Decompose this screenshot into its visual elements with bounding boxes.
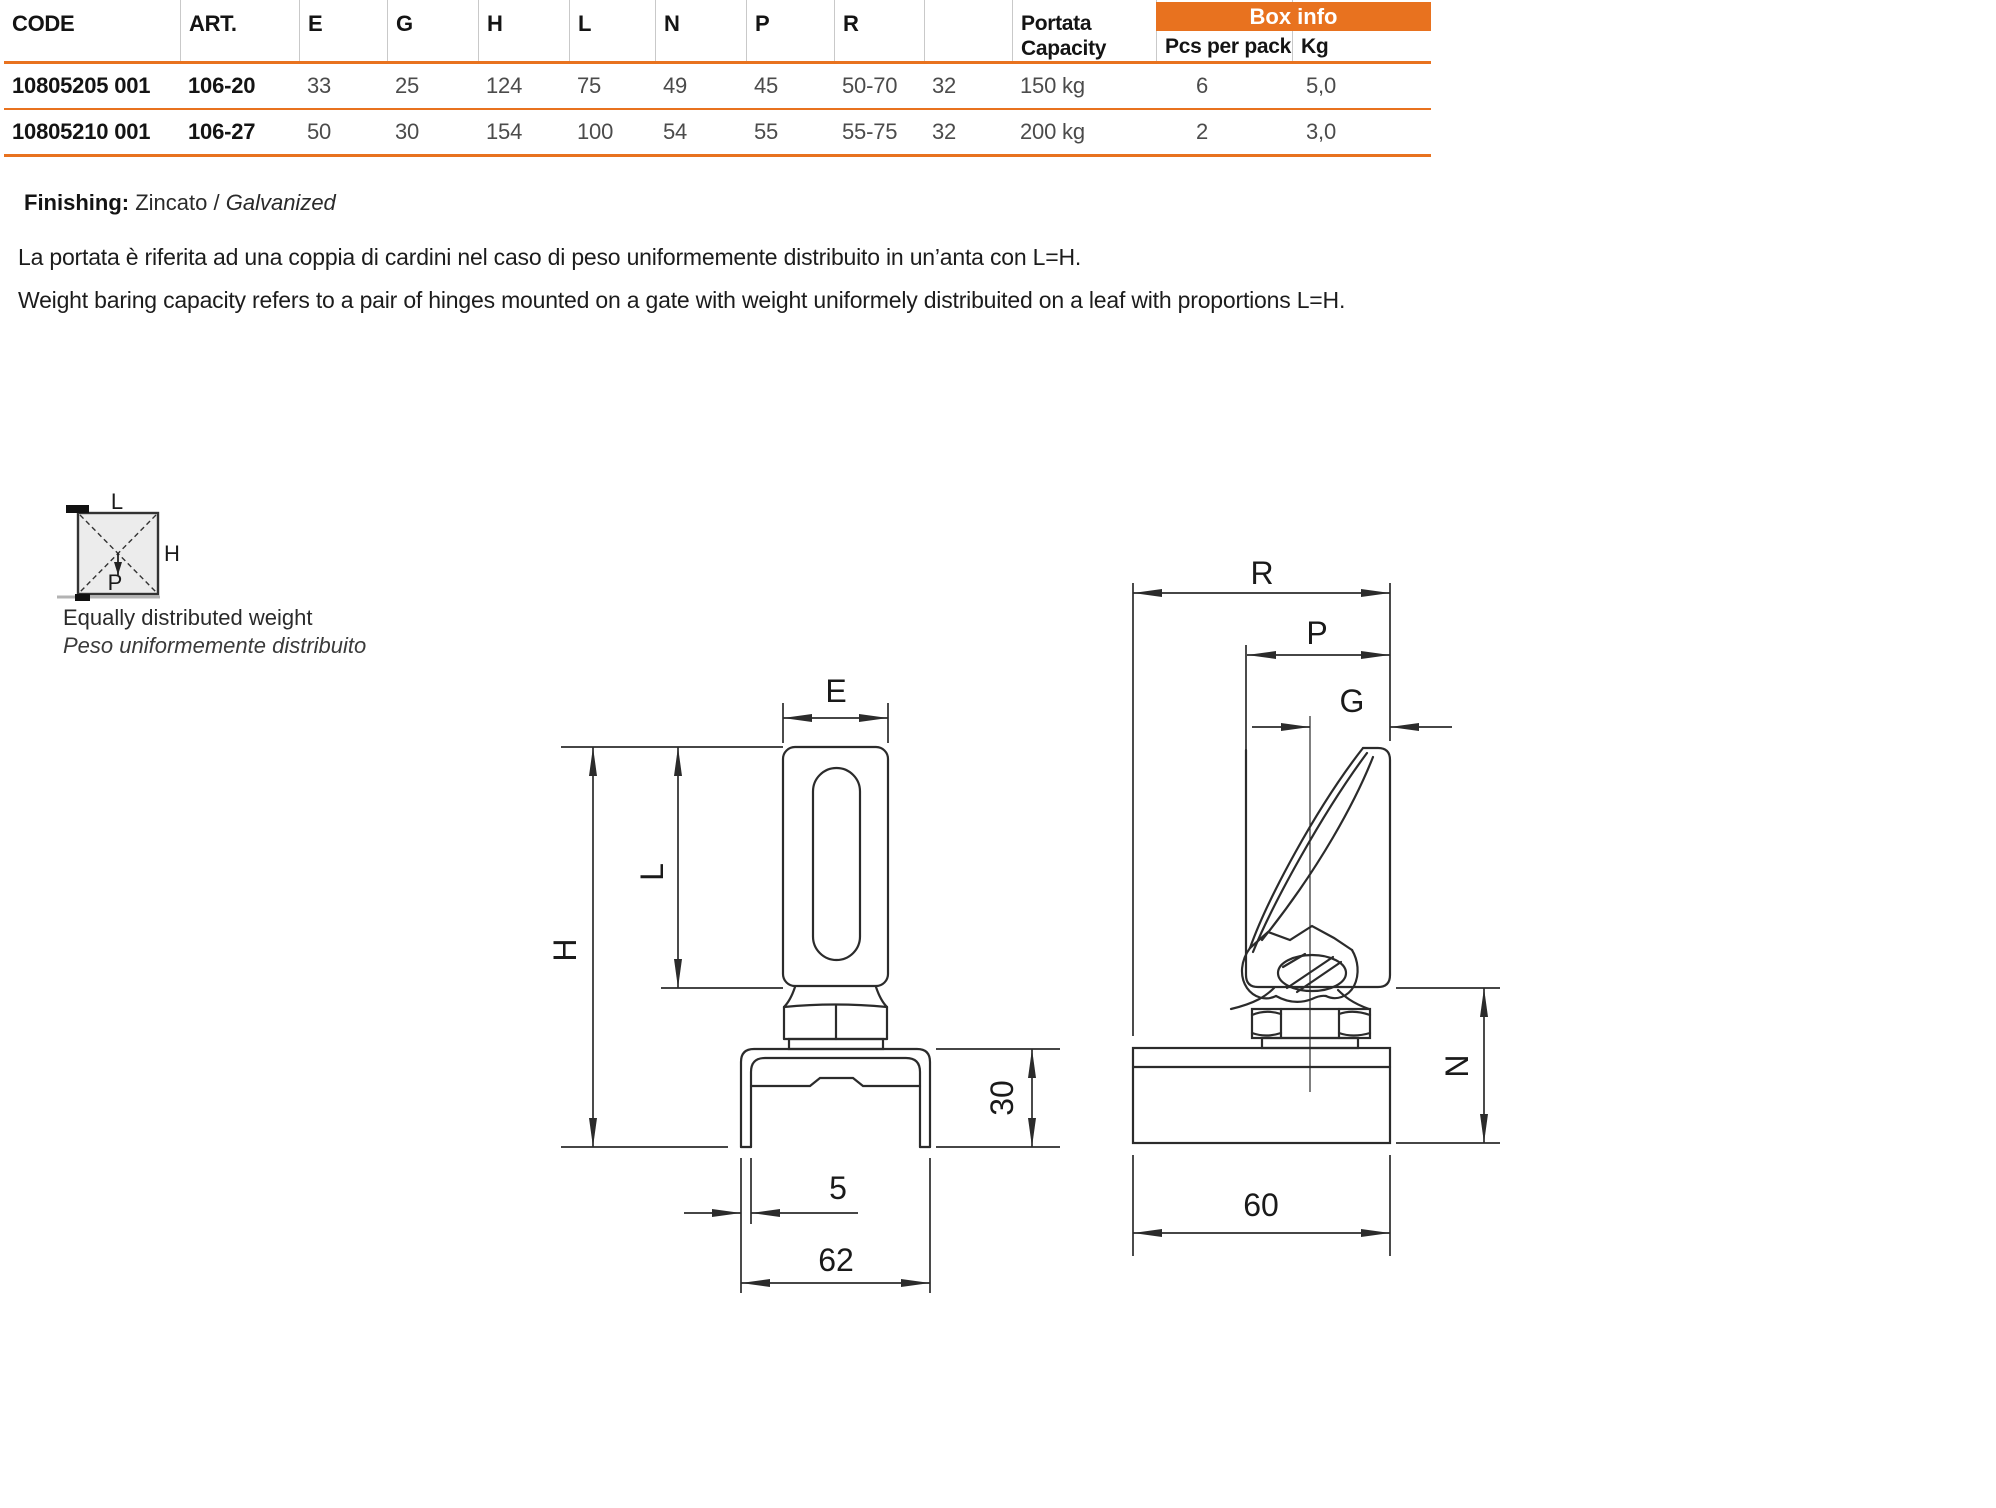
cell-r: 50-70 [842,73,898,98]
dim-label-r: R [1250,555,1274,591]
col-header-l: L [569,0,655,61]
caption-english: Equally distributed weight [63,605,313,630]
col-header-kg: Kg [1292,0,1431,61]
finishing-label: Finishing: [24,190,130,215]
cell-capacity: 200 kg [1020,119,1085,144]
hinge-front-outline [741,747,930,1147]
cell-g: 30 [395,119,420,144]
diagram-captions [63,604,366,660]
caption-italian: Peso uniformemente distribuito [63,633,367,658]
dim-label-60: 60 [1243,1187,1279,1223]
col-header-g: G [387,0,478,61]
label-p: P [107,570,123,595]
side-view-drawing [1100,550,1530,1270]
cell-pcs: 6 [1196,73,1209,98]
hinge-mark-bottom [75,594,90,601]
col-header-h: H [478,0,569,61]
side-dimension-lines [1133,583,1500,1256]
dim-label-30: 30 [984,1080,1020,1116]
cell-code: 10805210 001 [12,119,151,144]
col-header-p: P [746,0,834,61]
col-header-capacity [1012,0,1156,61]
cell-e: 50 [307,119,332,144]
capacity-line1: Portata [1021,12,1092,35]
finishing-line [24,190,336,216]
label-h: H [164,541,180,566]
cell-extra: 32 [932,119,957,144]
cell-n: 54 [663,119,688,144]
cell-p: 55 [754,119,779,144]
cell-pcs: 2 [1196,119,1209,144]
dim-label-62: 62 [818,1242,854,1278]
cell-kg: 5,0 [1306,73,1336,98]
cell-e: 33 [307,73,332,98]
table-header-row [4,0,1431,64]
note-english: Weight baring capacity refers to a pair of hinges mounted on a gate with weight uniformely distribuited on a leaf with proportions L=H. [18,287,1346,313]
col-header-code: CODE [12,11,75,36]
table-row [4,110,1431,157]
weight-distribution-diagram [40,488,340,613]
cell-kg: 3,0 [1306,119,1336,144]
cell-l: 75 [577,73,602,98]
dim-label-l: L [634,863,670,881]
table-row [4,64,1431,110]
finishing-value-en: Galvanized [225,190,336,215]
cell-art: 106-20 [188,73,256,98]
note-italian: La portata è riferita ad una coppia di cardini nel caso di peso uniformemente distribuito in un’anta con L=H. [18,244,1082,270]
dim-label-p: P [1306,615,1328,651]
dim-label-e: E [825,673,847,709]
dim-label-n: N [1439,1054,1475,1078]
dim-label-5: 5 [829,1170,847,1206]
cell-r: 55-75 [842,119,898,144]
capacity-line2: Capacity [1021,37,1107,60]
col-header-r: R [834,0,924,61]
cell-n: 49 [663,73,688,98]
capacity-notes [18,236,1345,322]
col-header-art: ART. [180,0,299,61]
cell-l: 100 [577,119,614,144]
cell-capacity: 150 kg [1020,73,1085,98]
front-view-drawing [540,670,1085,1320]
cell-art: 106-27 [188,119,256,144]
product-table [4,0,1431,157]
cell-p: 45 [754,73,779,98]
dim-label-g: G [1339,683,1365,719]
front-dimension-lines [561,703,1060,1293]
cell-code: 10805205 001 [12,73,151,98]
hinge-side-outline [1133,748,1390,1143]
col-header-pcs-per-pack: Pcs per pack [1156,0,1292,61]
cell-g: 25 [395,73,420,98]
col-header-e: E [299,0,387,61]
finishing-value: Zincato / [135,190,220,215]
box-info-group-header: Box info [1156,2,1431,31]
dim-label-h: H [547,938,583,962]
hinge-mark-top [66,505,89,513]
label-l: L [110,489,124,514]
col-header-blank [924,0,1012,61]
col-header-n: N [655,0,746,61]
cell-extra: 32 [932,73,957,98]
cell-h: 124 [486,73,523,98]
cell-h: 154 [486,119,523,144]
